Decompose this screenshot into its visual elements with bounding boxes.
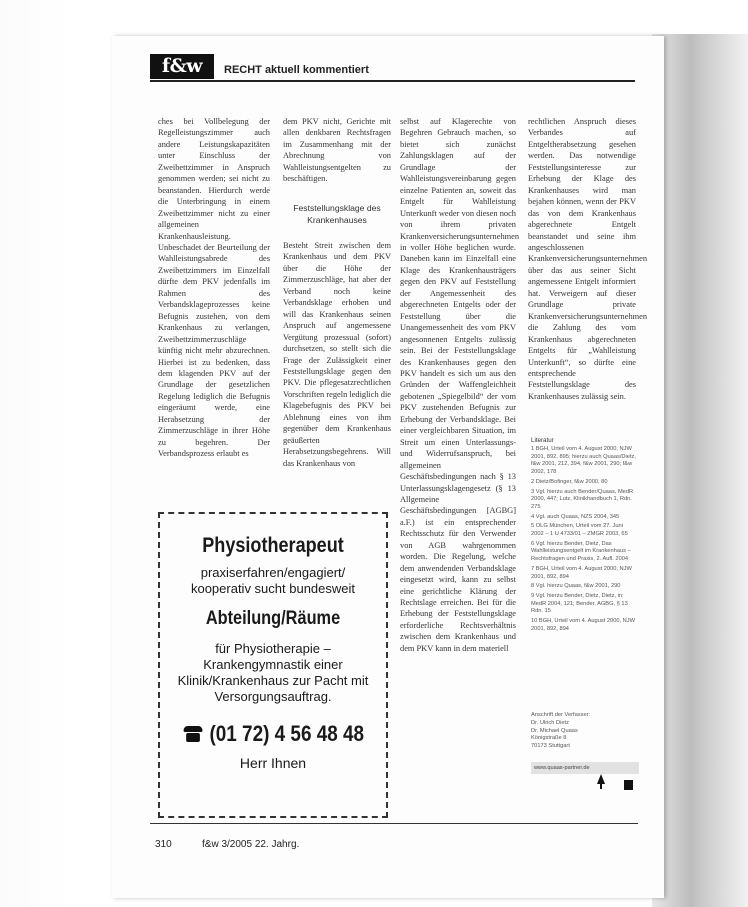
- ad-line-2: kooperativ sucht bundesweit: [190, 581, 356, 596]
- section-title: RECHT aktuell kommentiert: [224, 64, 369, 76]
- journal-logo: f&w: [150, 54, 214, 79]
- column-4-text: rechtlichen Anspruch dieses Verbandes auf Entgeltherabsetzung gesehen werden. Das notwendige Feststellungsinteresse zur Erhebung der Klage des Krankenhauses wird man bejahen können, wenn der PKV das von dem Krankenhaus abgerechnete Entgelt beanstandet und seine ihm angeschlossenen Krankenversicherungsunternehmen über das aus seiner Sicht angemessene Entgelt informiert hat. Verweigern auf dieser Grundlage private Krankenversicherungsunternehmen die Zahlung des vom Krankenhaus abgerechneten Entgelts für „Wahlleistung Unterkunft“, so dürfte eine entsprechende Feststellungsklage des Krankenhauses zulässig sein.: [528, 117, 648, 401]
- column-3-text: selbst auf Klagerechte von Begehren Gebrauch machen, so bietet sich zunächst Zahlungsklagen auf der Grundlage der Wahlleistungsvereinbarung gegen einzelne Patienten an, soweit das Entgelt für Wahlleistung Unterkunft weder von diesen noch von ihrem privaten Krankenversicherungsunternehmen in voller Höhe beglichen wurde. Daneben kann im Einzelfall eine Klage des Krankenhausträgers gegen den PKV auf Feststellung der Angemessenheit des abgerechneten Entgelts oder der Feststellung über die Unangemessenheit des vom PKV angesonnenen Entgelts zulässig sein. Bei der Feststellungsklage des Krankenhauses gegen den PKV handelt es sich um aus den Gründen der Waffengleichheit gebotenen „Spiegelbild“ der vom PKV zustehenden Befugnis zur Erhebung der Verbandsklage. Bei einer vergleichbaren Situation, im Streit um einen Unterlassungs- und Widerrufsanspruch, bei allgemeinen Geschäftsbedingungen nach § 13 Unterlassungsklagengesetz (§ 13 Allgemeine Geschäftsbedingungen [AGBG] a.F.) ist ein entsprechender Rechtsschutz für den Verwender von AGB wahrgenommen worden. Die Regelung, welche dem anwendenden Verbandsklage eingesetzt wird, kann zu selbst eine gerichtliche Klärung der Rechtslage erreichen. Bei für die Erhebung der Feststellungsklage erforderliche Rechtsverhältnis zwischen dem Krankenhaus und dem PKV kann in dem materiell: [400, 117, 520, 653]
- ad-line-6: Versorgungsauftrag.: [214, 689, 332, 704]
- footnote-item: 2 Dietz/Bofinger, f&w 2000, 80: [531, 478, 608, 485]
- book-binding: [652, 34, 748, 907]
- ad-headline: Physiotherapeut: [202, 534, 344, 557]
- ad-phone-number: (01 72) 4 56 48 48: [209, 721, 365, 746]
- text-column-1: [158, 116, 270, 460]
- ad-line-1: praxiserfahren/engagiert/: [200, 565, 346, 580]
- author-address: [531, 712, 637, 751]
- ad-subheadline: Abteilung/Räume: [205, 608, 341, 629]
- page-margin-shadow: [0, 0, 70, 907]
- text-column-2-top: [283, 116, 391, 185]
- footnote-item: 6 Vgl. hierzu Bender, Dietz, Das Wahlleistungsentgelt im Krankenhaus – Rechtsfragen und Praxis, 2. Aufl. 2004: [531, 540, 631, 563]
- header-rule: [150, 80, 635, 82]
- footnote-item: 9 Vgl. hierzu Bender, Dietz, Dietz, in: MedR 2004, 121; Bender, AGBG, § 13 Rdn. 15: [531, 592, 628, 615]
- article-end-mark: [624, 780, 633, 790]
- footnote-item: 7 BGH, Urteil vom 4. August 2000, NJW 2001, 892, 894: [531, 565, 632, 580]
- classified-advertisement: [158, 512, 388, 818]
- text-column-3: [400, 116, 520, 654]
- page-number: 310: [155, 839, 172, 850]
- author-city: 70173 Stuttgart: [531, 743, 570, 750]
- ad-description: [160, 641, 386, 705]
- column-2-subheading: Feststellungsklage des Krankenhauses: [293, 203, 381, 225]
- author-street: Königstraße 8: [531, 735, 567, 742]
- footnotes-title: Literatur: [531, 437, 554, 444]
- footnote-item: 10 BGH, Urteil vom 4. August 2000, NJW 2001, 892, 894: [531, 618, 635, 632]
- ad-phone: [176, 721, 370, 747]
- text-column-2-bottom: [283, 240, 391, 469]
- footnote-item: 1 BGH, Urteil vom 4. August 2000, NJW 2001, 892, 895; hierzu auch Quaas/Dietz, f&w 2001, 212, 394, f&w 2001, 290; f&w 2002, 178: [531, 446, 636, 476]
- author-name: Dr. Michael Quaas: [531, 727, 578, 734]
- text-column-4: [528, 116, 648, 402]
- footnote-item: 4 Vgl. auch Quaas, NZS 2004, 345: [531, 513, 620, 520]
- footnote-item: 3 Vgl. hierzu auch Bender/Quaas, MedR 2000, 447; Lutz, Klinikhandbuch 1, Rdn. 275: [531, 488, 634, 510]
- telephone-icon: [182, 726, 204, 742]
- column-1-text: ches bei Vollbelegung der Regelleistungszimmer auch andere Leistungskapazitäten unter Einschluss der Zweibettzimmer in Anspruch genommen werden; sei nicht zu beanstanden. Hierdurch werde die Unterbringung in einem Zweibettzimmer nicht zu einer allgemeinen Krankenhausleistung. Unbeschadet der Beurteilung der Wahlleistungsabrede des Zweibettzimmers im Einzelfall dürfte dem PKV jedenfalls im Rahmen des Verbandsklageprozesses keine Befugnis zustehen, von dem Krankenhaus zu verlangen, Zweibettzimmerzuschläge künftig nicht mehr abzurechnen. Hierbei ist zu bedenken, dass dem klagenden PKV auf der Grundlage der gesetzlichen Regelung lediglich die Befugnis eingeräumt werde, eine Herabsetzung der Zimmerzuschläge in ihrer Höhe zu begehren. Der Verbandsprozess erlaubt es: [158, 117, 270, 459]
- column-2-top-text: dem PKV nicht, Gerichte mit allen denkbaren Rechtsfragen im Zusammenhang mit der Abrechnung von Wahlleistungsentgelten zu beschäftigen.: [283, 117, 391, 184]
- ad-line-5: Klinik/Krankenhaus zur Pacht mit: [177, 673, 369, 688]
- column-2-bottom-text: Besteht Streit zwischen dem Krankenhaus und dem PKV über die Höhe der Zimmerzuschläge, hat aber der Verband noch keine Verbandsklage erhoben und will das Krankenhaus seinen Anspruch auf angemessene Vergütung prozessual (sofort) durchsetzen, so stellt sich die Frage der Zulässigkeit einer Feststellungsklage gegen den PKV. Die pflegesatzrechtlichen Vorschriften regeln lediglich die Klagebefugnis des PKV bei Ablehnung eines von ihm gegenüber dem Krankenhaus geäußerten Herabsetzungsbegehrens. Will das Krankenhaus von: [283, 241, 391, 468]
- website-link[interactable]: www.quaas-partner.de: [531, 762, 639, 774]
- footnotes-list: [531, 446, 637, 635]
- footer-rule: [150, 823, 638, 824]
- footnote-item: 8 Vgl. hierzu Quaas, f&w 2001, 290: [531, 583, 621, 590]
- journal-issue: f&w 3/2005 22. Jahrg.: [202, 839, 300, 850]
- mouse-cursor-icon: [597, 774, 605, 784]
- footnote-item: 5 OLG München, Urteil vom 27. Juni 2002 – 1 U 4733/01 – ZMGR 2003, 65: [531, 523, 628, 538]
- ad-line-4: Krankengymnastik einer: [203, 657, 343, 672]
- ad-contact-name: Herr Ihnen: [239, 755, 307, 771]
- author-address-label: Anschrift der Verfasser:: [531, 712, 591, 718]
- ad-intro: [160, 565, 386, 597]
- ad-line-3: für Physiotherapie –: [215, 641, 331, 656]
- author-name: Dr. Ulrich Dietz: [531, 719, 569, 726]
